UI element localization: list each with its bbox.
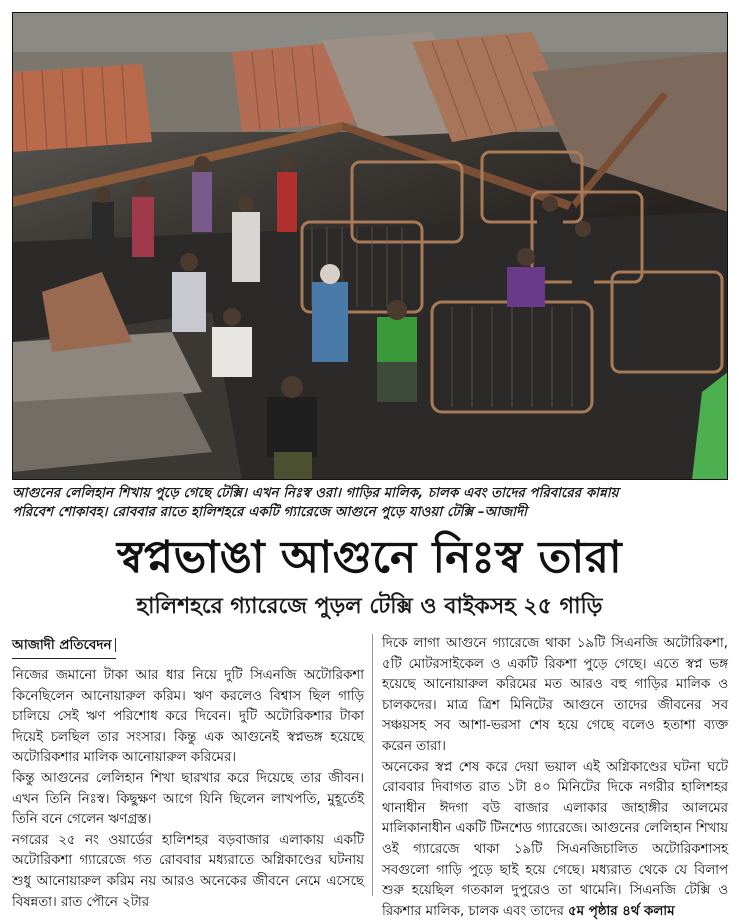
right-paragraph-2-text: অনেকের স্বপ্ন শেষ করে দেয়া ভয়াল এই অগ্নিকাণ্ডের ঘটনা ঘটে রোববার দিবাগত রাত ১টা ৪০ মিনিটের দিকে নগরীর হালিশহর থানাধীন ঈদগা বউ বাজার এলাকার জাহাঙ্গীর আলমের মালিকানাধীন একটি টিনশেড গ্যারেজে। আগুনের লেলিহান শিখায় ওই গ্যারেজে থাকা ১৯টি সিএনজিচালিত অটোরিকশাসহ সবগুলো গাড়ি পুড়ে ছাই হয়ে গেছে। মধ্যরাত থেকে যে বিলাপ শুরু হয়েছিল গতকাল দুপুরেও তা থামেনি। সিএনজি টেক্সি ও রিকশার মালিক, চালক এবং তাদের [382, 759, 728, 919]
left-paragraph-1: নিজের জমানো টাকা আর ধার নিয়ে দুটি সিএনজি অটোরিকশা কিনেছিলেন আনোয়ারুল করিম। ঋণ করলেও বিশ্বাস ছিল গাড়ি চালিয়ে সেই ঋণ পরিশোধ করে দিবেন। দুটি অটোরিকশার টাকা দিয়েই চলছিল তার সংসার। কিন্তু এক আগুনেই স্বপ্নভঙ্গ হয়েছে অটোরিকশার মালিক আনোয়ারুল করিমের। [12, 668, 364, 766]
left-paragraph-3: নগরের ২৫ নং ওয়ার্ডের হালিশহর বড়বাজার এলাকায় একটি অটোরিকশা গ্যারেজে গত রোববার মধ্যরাতে অগ্নিকাণ্ডের ঘটনায় শুধু আনোয়ারুল করিম নয় আরও অনেকের জীবনে নেমে এসেছে বিষন্নতা। রাত পৌনে ২টার [12, 832, 364, 910]
news-photo [12, 12, 728, 480]
photo-image [12, 12, 728, 480]
photo-caption [12, 484, 728, 522]
caption-line-2: পরিবেশ শোকাবহ। রোববার রাতে হালিশহরে একটি গ্যারেজে আগুনে পুড়ে যাওয়া টেক্সি –আজাদী [12, 505, 527, 520]
left-paragraph-2: কিন্তু আগুনের লেলিহান শিখা ছারখার করে দিয়েছে তার জীবন। এখন তিনি নিঃস্ব। কিছুক্ষণ আগে যিনি ছিলেন লাখপতি, মুহূর্তেই তিনি বনে গেলেন ঋণগ্রস্ত। [12, 770, 364, 828]
subheadline: হালিশহরে গ্যারেজে পুড়ল টেক্সি ও বাইকসহ ২৫ গাড়ি [136, 594, 603, 619]
continued-on-link[interactable]: ৫ম পৃষ্ঠার ৪র্থ কলাম [568, 903, 675, 919]
right-paragraph-2 [382, 758, 728, 922]
byline-text: আজাদী প্রতিবেদন [12, 637, 112, 653]
column-divider [372, 634, 373, 896]
caption-line-1: আগুনের লেলিহান শিখায় পুড়ে গেছে টেক্সি। এখন নিঃস্ব ওরা। গাড়ির মালিক, চালক এবং তাদের পরিবারের কান্নায় [12, 486, 619, 501]
right-paragraph-1: দিকে লাগা আগুনে গ্যারেজে থাকা ১৯টি সিএনজি অটোরিকশা, ৫টি মোটরসাইকেল ও একটি রিকশা পুড়ে গেছে। এতে স্বপ্ন ভঙ্গ হয়েছে আনোয়ারুল করিমের মত আরও বহু গাড়ির মালিক ও চালকদের। মাত্র ত্রিশ মিনিটের আগুনে তাদের জীবনের সব সঞ্চয়সহ সব আশা-ভরসা শেষ হয়ে গেছে বলেও হতাশা ব্যক্ত করেন তারা। [382, 636, 728, 754]
byline-bar [115, 638, 116, 652]
article-column-left [12, 666, 364, 913]
byline [12, 634, 116, 659]
article-column-right [382, 634, 728, 922]
headline: স্বপ্নভাঙা আগুনে নিঃস্ব তারা [116, 532, 623, 583]
